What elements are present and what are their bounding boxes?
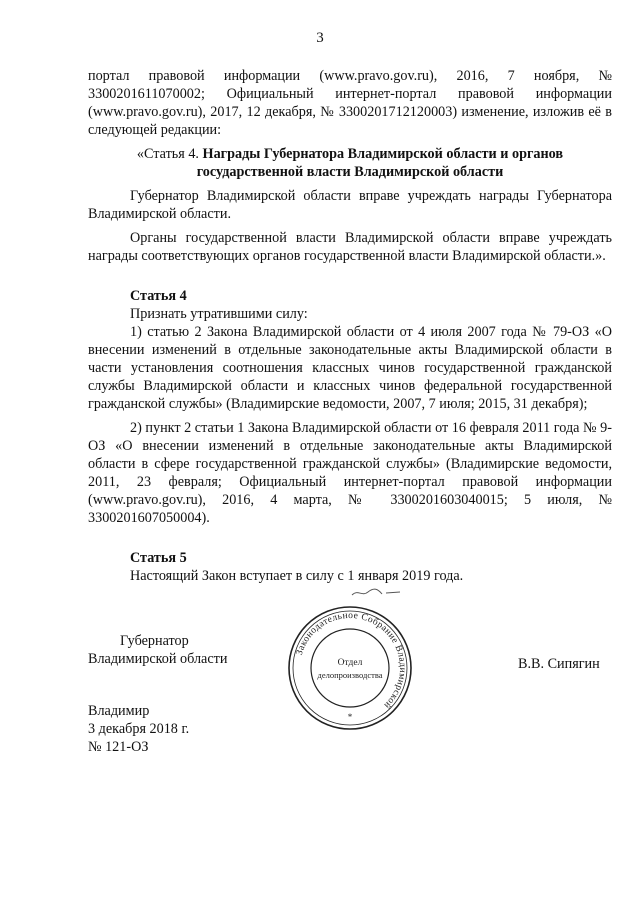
signatory-position-line2: Владимирской области: [88, 651, 228, 667]
quoted-article-title: Награды Губернатора Владимирской области и органов государственной власти Владимирской области: [196, 146, 564, 180]
document-footer: [88, 702, 189, 756]
article-5-text: Настоящий Закон вступает в силу с 1 января 2019 года.: [130, 568, 464, 584]
signatory-position: [88, 632, 227, 668]
article-4-item: 2) пункт 2 статьи 1 Закона Владимирской области от 16 февраля 2011 года № 9-ОЗ «О внесении изменений в отдельные законодательные акты Владимирской области в сфере государственной гражданской службы» (Владимирские ведомости, 2011, 23 февраля; Официальный интернет-портал правовой информации (www.pravo.gov.ru), 2016, 4 марта, № 3300201603040015; 5 июля, № 3300201607050004).: [88, 420, 612, 526]
quoted-paragraph: Органы государственной власти Владимирской области вправе учреждать награды соответствующих органов государственной власти Владимирской области.».: [88, 230, 612, 264]
footer-date: 3 декабря 2018 г.: [88, 721, 190, 737]
article-4-item: 1) статью 2 Закона Владимирской области от 4 июля 2007 года № 79-ОЗ «О внесении изменений в отдельные законодательные акты Владимирской области в части установления соотношения классных чинов государственной гражданской службы Владимирской области и классных чинов федеральной государственной гражданской службы» (Владимирские ведомости, 2007, 7 июля; 2015, 31 декабря);: [88, 324, 612, 412]
document-body: [88, 67, 612, 585]
stamp-inner-line1: Отдел: [337, 658, 363, 668]
page-number: 3: [316, 30, 324, 46]
stamp-inner-line2: делопроизводства: [317, 670, 383, 680]
office-stamp: [286, 604, 414, 732]
article-4-intro: Признать утратившими силу:: [130, 306, 308, 322]
article-5-title: Статья 5: [130, 550, 187, 566]
stamp-ring-text: Законодательное Собрание Владимирской: [294, 610, 408, 711]
quoted-article-lead: «Статья 4.: [136, 146, 199, 162]
footer-number: № 121-ОЗ: [88, 739, 149, 755]
quoted-paragraph: Губернатор Владимирской области вправе учреждать награды Губернатора Владимирской области.: [88, 188, 612, 222]
signatory-position-line1: Губернатор: [120, 633, 189, 649]
article-4-title: Статья 4: [130, 288, 187, 304]
handwritten-mark: [350, 587, 402, 599]
footer-city: Владимир: [88, 703, 150, 719]
continuation-paragraph: портал правовой информации (www.pravo.gov.ru), 2016, 7 ноября, № 3300201611070002; Официальный интернет-портал правовой информации (www.pravo.gov.ru), 2017, 12 декабря, № 3300201712120003) изменение, изложив её в следующей редакции:: [88, 68, 612, 138]
quoted-article-heading: [88, 145, 612, 181]
svg-text:*: *: [347, 712, 353, 722]
signatory-name: В.В. Сипягин: [518, 656, 600, 672]
